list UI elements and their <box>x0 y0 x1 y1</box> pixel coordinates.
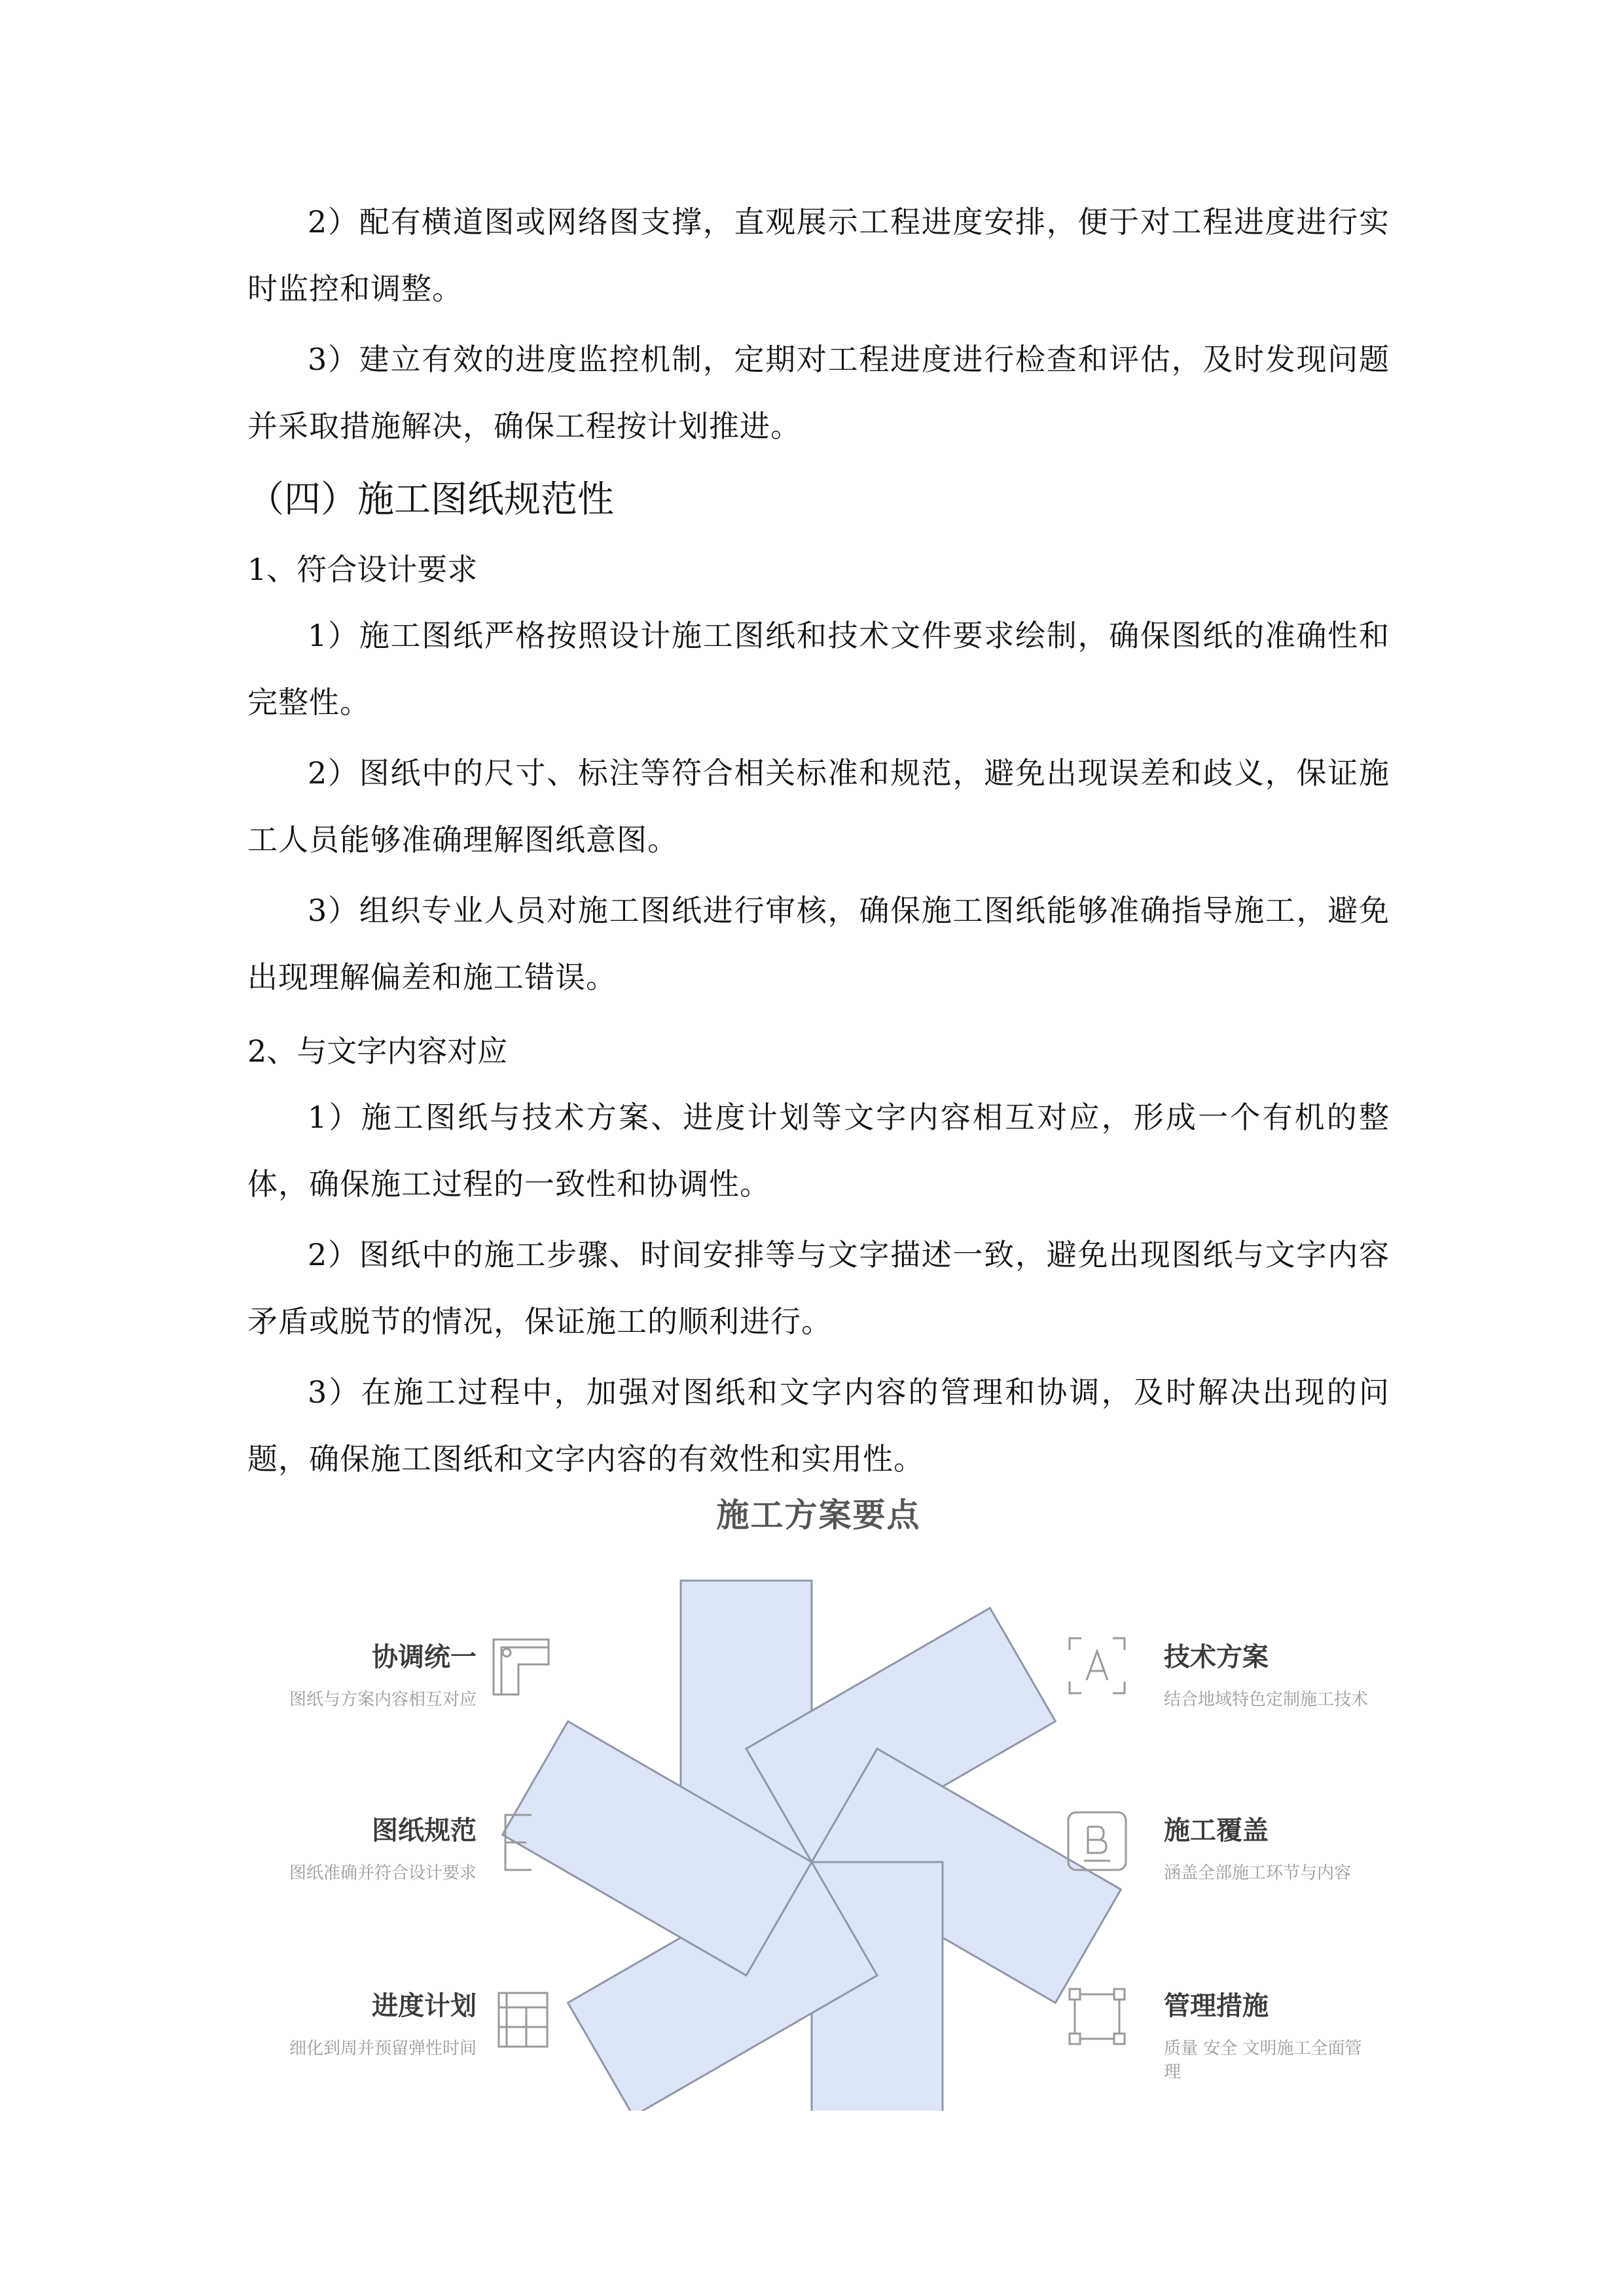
paragraph: 3）在施工过程中，加强对图纸和文字内容的管理和协调，及时解决出现的问题，确保施工图纸和文字内容的有效性和实用性。 <box>247 1374 1390 1477</box>
document-body <box>247 188 1390 1492</box>
grid-book-icon <box>494 1986 552 2052</box>
item-desc: 图纸准确并符合设计要求 <box>289 1863 477 1883</box>
construction-plan-diagram <box>247 1469 1390 2111</box>
item-title: 进度计划 <box>372 1991 477 2021</box>
paragraph: 3）建立有效的进度监控机制，定期对工程进度进行检查和评估，及时发现问题并采取措施解决，确保工程按计划推进。 <box>247 342 1390 444</box>
item-management-measures <box>1164 1985 1373 2084</box>
subsection-title: 1、符合设计要求 <box>247 552 478 587</box>
subsection-title: 2、与文字内容对应 <box>247 1033 508 1069</box>
diagram-title: 施工方案要点 <box>716 1496 921 1534</box>
item-title: 协调统一 <box>372 1642 477 1672</box>
corner-frame-icon <box>488 1634 554 1700</box>
letter-b-icon <box>1064 1808 1130 1874</box>
pinwheel-blades <box>503 1581 1121 2111</box>
item-schedule <box>261 1985 477 2060</box>
item-desc: 质量 安全 文明施工全面管理 <box>1164 2039 1362 2082</box>
paragraph: 2）图纸中的尺寸、标注等符合相关标准和规范，避免出现误差和歧义，保证施工人员能够准确理解图纸意图。 <box>247 755 1390 857</box>
item-desc: 图纸与方案内容相互对应 <box>289 1690 477 1710</box>
item-desc: 涵盖全部施工环节与内容 <box>1164 1863 1352 1883</box>
item-desc: 结合地域特色定制施工技术 <box>1164 1690 1369 1710</box>
item-construction-coverage <box>1164 1810 1373 1885</box>
paragraph: 2）配有横道图或网络图支撑，直观展示工程进度安排，便于对工程进度进行实时监控和调整。 <box>247 204 1390 306</box>
section-title: （四）施工图纸规范性 <box>247 478 614 521</box>
item-title: 图纸规范 <box>372 1816 477 1846</box>
paragraph: 1）施工图纸严格按照设计施工图纸和技术文件要求绘制，确保图纸的准确性和完整性。 <box>247 618 1390 720</box>
item-drawing-standard <box>261 1810 477 1885</box>
item-coordination <box>261 1636 477 1712</box>
item-title: 管理措施 <box>1164 1991 1269 2021</box>
paragraph: 2）图纸中的施工步骤、时间安排等与文字描述一致，避免出现图纸与文字内容矛盾或脱节的情况，保证施工的顺利进行。 <box>247 1237 1390 1339</box>
letter-e-icon <box>497 1810 543 1875</box>
paragraph: 3）组织专业人员对施工图纸进行审核，确保施工图纸能够准确指导施工，避免出现理解偏差和施工错误。 <box>247 893 1390 995</box>
item-title: 施工覆盖 <box>1164 1816 1269 1846</box>
item-desc: 细化到周并预留弹性时间 <box>289 2039 477 2058</box>
item-technical-plan <box>1164 1636 1373 1712</box>
item-title: 技术方案 <box>1164 1642 1269 1672</box>
letter-a-icon <box>1064 1633 1130 1698</box>
paragraph: 1）施工图纸与技术方案、进度计划等文字内容相互对应，形成一个有机的整体，确保施工过程的一致性和协调性。 <box>247 1100 1390 1202</box>
square-handles-icon <box>1064 1984 1130 2049</box>
